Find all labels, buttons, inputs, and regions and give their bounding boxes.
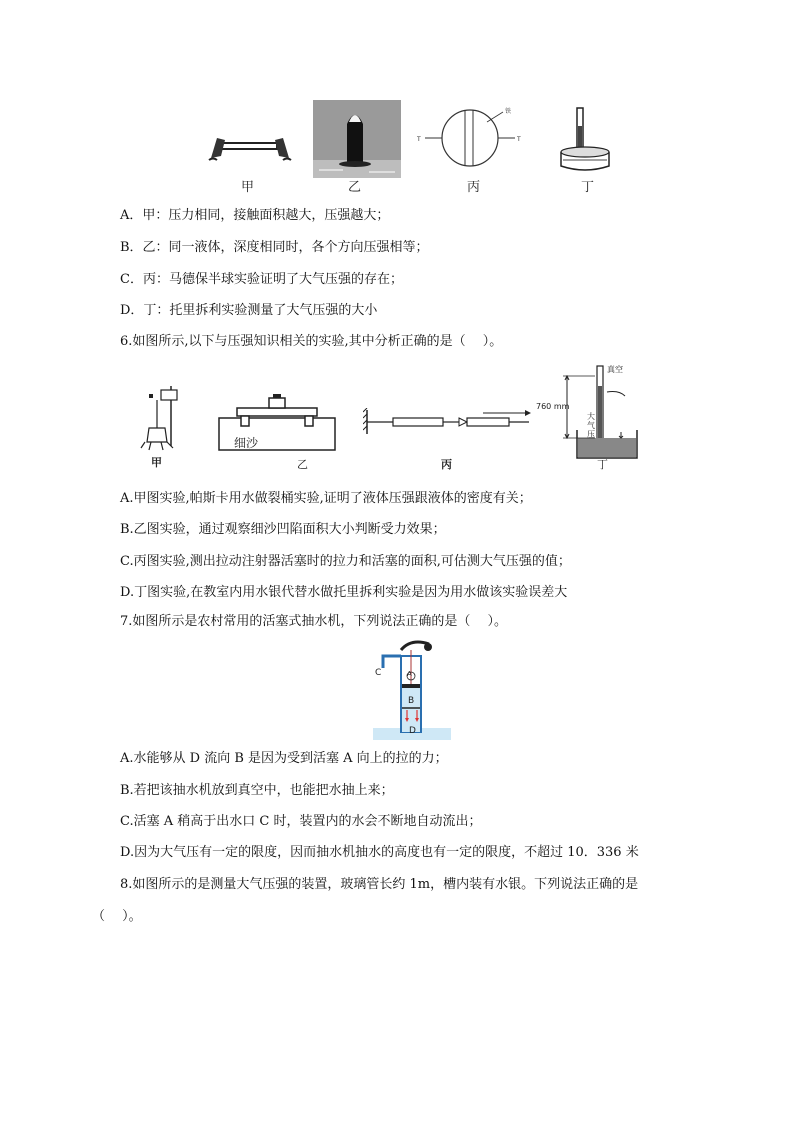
q8-stem: 8.如图所示的是测量大气压强的装置，玻璃管长约 1m，槽内装有水银。下列说法正确的是	[120, 877, 639, 892]
q7-figure	[373, 636, 451, 740]
q5-option-c: C．丙：马德保半球实验证明了大气压强的存在；	[120, 272, 403, 287]
q6-figure-bing	[363, 408, 533, 438]
q7-label-d: D	[409, 726, 416, 736]
q7-label-a: A	[407, 670, 412, 678]
q5-bing-t-left: T	[417, 136, 421, 143]
q7-option-d: D.因为大气压有一定的限度，因而抽水机抽水的高度也有一定的限度，不超过 10．336 米	[120, 845, 639, 860]
q6-option-b: B.乙图实验，通过观察细沙凹陷面积大小判断受力效果；	[120, 522, 446, 537]
q7-label-b: B	[408, 696, 415, 706]
q6-figure-jia	[135, 382, 185, 452]
q5-bing-t-right: T	[517, 136, 521, 143]
q6-vacuum-label: 真空	[607, 365, 623, 374]
q7-pump-diagram	[373, 636, 451, 740]
q6-air-label: 大气压	[587, 412, 595, 439]
q6-figure-row	[135, 362, 645, 477]
q6-stem: 6.如图所示,以下与压强知识相关的实验,其中分析正确的是（ ）。	[120, 334, 503, 349]
q5-figure-jia	[205, 128, 295, 168]
q6-option-c: C.丙图实验,测出拉动注射器活塞时的拉力和活塞的面积,可估测大气压强的值；	[120, 554, 571, 569]
q5-label-jia: 甲	[241, 180, 255, 195]
q5-label-ding: 丁	[581, 180, 595, 195]
q5-figure-bing	[415, 104, 525, 172]
q8-stem-cont: （ ）。	[92, 909, 142, 924]
q6-option-d: D.丁图实验,在教室内用水银代替水做托里拆利实验是因为用水做该实验误差大	[120, 585, 568, 600]
q7-label-c: C	[375, 668, 382, 678]
q5-option-d: D．丁：托里拆利实验测量了大气压强的大小	[120, 303, 378, 318]
q6-sand-label: 细沙	[234, 436, 259, 450]
q5-option-b: B．乙：同一液体，深度相同时，各个方向压强相等；	[120, 240, 429, 255]
q5-figure-yi	[313, 100, 401, 178]
q5-figure-ding	[555, 106, 615, 176]
q5-bing-tag: 铁	[505, 108, 512, 115]
q6-label-ding: 丁	[597, 458, 608, 471]
q6-label-bing: 丙	[441, 458, 452, 471]
q7-option-a: A.水能够从 D 流向 B 是因为受到活塞 A 向上的拉的力；	[120, 751, 448, 766]
q7-stem: 7.如图所示是农村常用的活塞式抽水机，下列说法正确的是（ ）。	[120, 614, 508, 629]
q7-option-b: B.若把该抽水机放到真空中，也能把水抽上来；	[120, 783, 394, 798]
q5-label-yi: 乙	[348, 180, 362, 195]
q6-label-jia: 甲	[151, 456, 162, 469]
q5-figure-row	[205, 100, 615, 195]
q6-mm-label: 760 mm	[536, 402, 570, 411]
q6-option-a: A.甲图实验,帕斯卡用水做裂桶实验,证明了液体压强跟液体的密度有关；	[120, 491, 532, 506]
q6-label-yi: 乙	[297, 458, 308, 471]
q5-label-bing: 丙	[467, 180, 481, 195]
q5-option-a: A．甲：压力相同，接触面积越大，压强越大；	[120, 208, 390, 223]
q7-option-c: C.活塞 A 稍高于出水口 C 时，装置内的水会不断地自动流出；	[120, 814, 482, 829]
